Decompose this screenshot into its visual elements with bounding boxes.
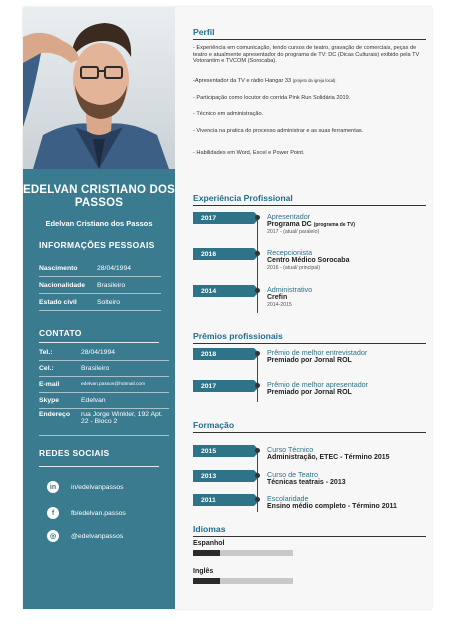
personal-info-heading: INFORMAÇÕES PESSOAIS — [39, 240, 155, 250]
timeline-dot — [255, 448, 260, 453]
timeline-dot — [255, 383, 260, 388]
award-by: Premiado por Jornal ROL — [267, 389, 352, 396]
year-tag: 2015 — [193, 445, 254, 457]
email-value[interactable]: edelvan.passos@hotmail.com — [81, 382, 146, 387]
info-value: Solteiro — [97, 298, 121, 306]
personal-info-row — [39, 294, 161, 311]
job-company: Crefin — [267, 294, 288, 301]
perfil-paragraph: - Vivencia na pratica do processo administrar e as suas ferramentas. — [193, 128, 364, 134]
perfil-paragraph: - Participação como locutor do corrida Pink Run Solidária 2019. — [193, 95, 351, 101]
social-item-instagram[interactable] — [47, 530, 123, 542]
contact-row — [39, 345, 169, 361]
address-value: rua Jorge Winkler, 192 Apt. 22 - Bloco 2 — [81, 411, 163, 425]
full-name-subtitle: Edelvan Cristiano dos Passos — [45, 219, 153, 228]
info-key: Nacionalidade — [39, 281, 86, 289]
year-tag: 2014 — [193, 285, 254, 297]
section-title-perfil: Perfil — [193, 27, 215, 37]
award-entry — [267, 349, 427, 365]
experience-entry — [267, 286, 427, 308]
resume-page — [23, 7, 432, 609]
instagram-icon: ◎ — [47, 530, 59, 542]
language-level-bar — [193, 578, 293, 584]
contact-heading: CONTATO — [39, 328, 82, 338]
course-name: Escolaridade — [267, 494, 309, 503]
social-link-text[interactable]: fb/edelvan.passos — [71, 509, 126, 517]
contact-row — [39, 361, 169, 377]
job-role: Recepcionista — [267, 248, 313, 257]
job-role: Administrativo — [267, 285, 313, 294]
job-period: 2014-2015 — [267, 302, 292, 308]
contact-value: Edelvan — [81, 397, 106, 404]
section-rule — [193, 536, 426, 537]
year-tag: 2013 — [193, 470, 254, 482]
section-title-experiencia: Experiência Profissional — [193, 193, 293, 203]
timeline-dot — [255, 473, 260, 478]
job-role: Apresentador — [267, 212, 311, 221]
linkedin-icon: in — [47, 481, 59, 493]
language-level-fill — [193, 550, 220, 556]
timeline-dot — [255, 251, 260, 256]
course-name: Curso de Teatro — [267, 470, 319, 479]
language-level-bar — [193, 550, 293, 556]
education-entry — [267, 495, 427, 511]
job-company: Centro Médico Sorocaba — [267, 257, 350, 264]
contact-row — [39, 377, 169, 393]
timeline-dot — [255, 351, 260, 356]
contact-key: Cel.: — [39, 365, 54, 372]
award-name: Prêmio de melhor apresentador — [267, 380, 369, 389]
timeline-dot — [255, 288, 260, 293]
social-heading: REDES SOCIAIS — [39, 448, 110, 458]
info-value: Brasileiro — [97, 281, 126, 289]
facebook-icon: f — [47, 507, 59, 519]
social-item-facebook[interactable] — [47, 507, 126, 519]
timeline-line — [257, 354, 258, 402]
contact-divider — [39, 342, 159, 343]
course-name: Curso Técnico — [267, 445, 314, 454]
main-column — [193, 7, 426, 609]
course-detail: Técnicas teatrais - 2013 — [267, 479, 346, 486]
language-name: Espanhol — [193, 540, 225, 547]
timeline-line — [257, 217, 258, 313]
section-rule — [193, 39, 426, 40]
award-name: Prêmio de melhor entrevistador — [267, 348, 368, 357]
job-period: 2017 - (atual/ paralelo) — [267, 229, 320, 235]
year-tag: 2017 — [193, 380, 254, 392]
contact-value: 28/04/1994 — [81, 349, 116, 356]
year-tag: 2016 — [193, 248, 254, 260]
contact-value: Brasileiro — [81, 365, 110, 372]
section-title-premios: Prêmios profissionais — [193, 331, 283, 341]
experience-entry — [267, 249, 427, 271]
social-item-linkedin[interactable] — [47, 481, 124, 493]
info-key: Nascimento — [39, 264, 78, 272]
contact-list — [39, 345, 169, 436]
full-name-heading: EDELVAN CRISTIANO DOS PASSOS — [23, 184, 176, 209]
year-tag: 2011 — [193, 494, 254, 506]
timeline-dot — [255, 497, 260, 502]
sidebar — [23, 7, 175, 609]
perfil-paragraph: - Habilidades em Word, Excel e Power Point. — [193, 150, 305, 156]
section-title-formacao: Formação — [193, 420, 235, 430]
contact-key: Tel.: — [39, 349, 53, 356]
job-company: Programa DC (programa de TV) — [267, 221, 356, 228]
contact-row — [39, 393, 169, 409]
section-rule — [193, 432, 426, 433]
language-level-fill — [193, 578, 220, 584]
course-detail: Administração, ETEC - Término 2015 — [267, 454, 390, 461]
personal-info-row — [39, 277, 161, 294]
job-period: 2016 - (atual/ principal) — [267, 265, 321, 271]
contact-key: Skype — [39, 397, 60, 404]
perfil-paragraph: -Apresentador da TV e rádio Hangar 33 (projeto da igreja local). — [193, 78, 337, 84]
social-link-text[interactable]: in/edelvanpassos — [71, 483, 124, 491]
education-entry — [267, 471, 427, 487]
education-entry — [267, 446, 427, 462]
timeline-dot — [255, 215, 260, 220]
section-title-idiomas: Idiomas — [193, 524, 226, 534]
perfil-paragraph: - Técnico em administração. — [193, 111, 264, 117]
course-detail: Ensino médio completo - Término 2011 — [267, 503, 397, 510]
social-divider — [39, 466, 159, 467]
social-link-text[interactable]: @edelvanpassos — [71, 532, 124, 540]
info-value: 28/04/1994 — [97, 264, 132, 272]
info-key: Estado civil — [39, 298, 77, 306]
contact-row — [39, 409, 169, 436]
language-name: Inglês — [193, 568, 214, 575]
personal-info-list — [39, 260, 161, 311]
section-rule — [193, 205, 426, 206]
experience-entry — [267, 213, 427, 235]
year-tag: 2017 — [193, 212, 254, 224]
profile-photo — [23, 7, 175, 169]
award-entry — [267, 381, 427, 397]
perfil-paragraph: - Experiência em comunicação, tendo cursos de teatro, gravação de comerciais, peças de teatro e atualmente apresentador do programa de TV: DC (Dicas Culturais) exibido pela TV Votorantim e TVCOM (Sorocaba). — [193, 45, 420, 65]
section-rule — [193, 343, 426, 344]
personal-info-row — [39, 260, 161, 277]
year-tag: 2018 — [193, 348, 254, 360]
contact-key: E-mail — [39, 381, 60, 388]
contact-key: Endereço — [39, 411, 70, 418]
award-by: Premiado por Jornal ROL — [267, 357, 352, 364]
